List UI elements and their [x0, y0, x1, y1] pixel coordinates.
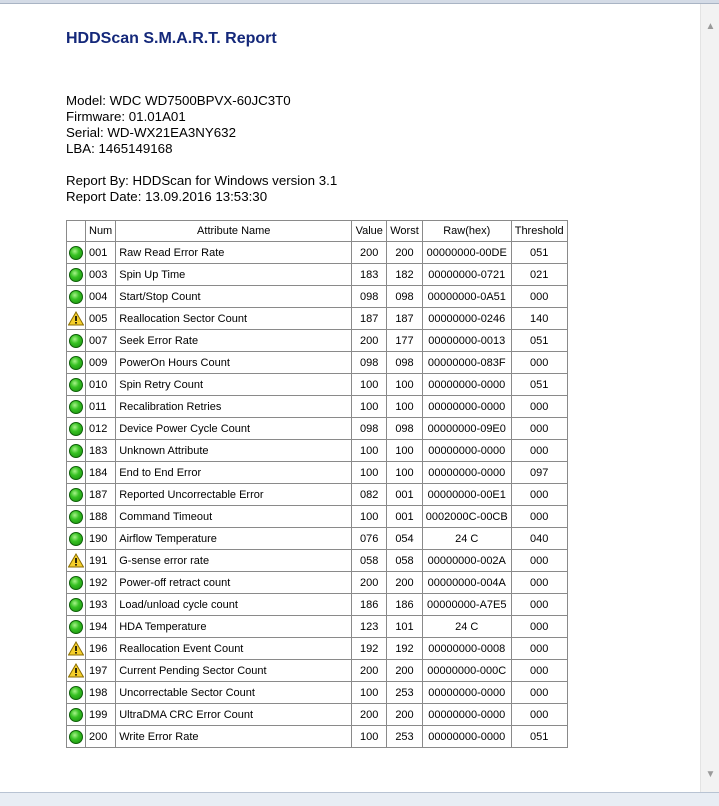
vertical-scrollbar[interactable]	[700, 4, 719, 792]
attr-name: Spin Up Time	[116, 264, 352, 286]
attr-raw: 00000000-00DE	[422, 242, 511, 264]
attr-name: Uncorrectable Sector Count	[116, 682, 352, 704]
table-row	[67, 660, 568, 682]
green-status-dot-icon	[69, 356, 83, 370]
attr-worst: 100	[387, 440, 423, 462]
green-status-dot-icon	[69, 422, 83, 436]
attr-worst: 177	[387, 330, 423, 352]
green-status-dot-icon	[69, 488, 83, 502]
status-cell	[67, 330, 86, 352]
attr-name: Device Power Cycle Count	[116, 418, 352, 440]
status-cell	[67, 264, 86, 286]
status-cell	[67, 462, 86, 484]
attr-name: G-sense error rate	[116, 550, 352, 572]
green-status-dot-icon	[69, 400, 83, 414]
attr-worst: 001	[387, 484, 423, 506]
attr-raw: 00000000-0A51	[422, 286, 511, 308]
serial-line: Serial: WD-WX21EA3NY632	[66, 125, 236, 140]
status-cell	[67, 242, 86, 264]
attr-raw: 00000000-004A	[422, 572, 511, 594]
attr-threshold: 000	[511, 418, 567, 440]
attr-threshold: 051	[511, 330, 567, 352]
attr-num: 196	[86, 638, 116, 660]
attr-value: 100	[352, 374, 387, 396]
smart-attributes-table	[66, 220, 568, 748]
status-cell	[67, 572, 86, 594]
green-status-dot-icon	[69, 290, 83, 304]
attr-value: 100	[352, 506, 387, 528]
green-status-dot-icon	[69, 510, 83, 524]
model-line: Model: WDC WD7500BPVX-60JC3T0	[66, 93, 291, 108]
attr-raw: 00000000-0000	[422, 374, 511, 396]
attr-worst: 098	[387, 418, 423, 440]
attr-name: Unknown Attribute	[116, 440, 352, 462]
attr-value: 058	[352, 550, 387, 572]
table-row	[67, 264, 568, 286]
attr-value: 200	[352, 660, 387, 682]
attr-threshold: 000	[511, 638, 567, 660]
attr-threshold: 000	[511, 484, 567, 506]
attr-worst: 098	[387, 352, 423, 374]
attr-raw: 00000000-0000	[422, 726, 511, 748]
attr-raw: 00000000-0246	[422, 308, 511, 330]
status-cell	[67, 660, 86, 682]
table-row	[67, 528, 568, 550]
attr-name: Load/unload cycle count	[116, 594, 352, 616]
status-cell	[67, 616, 86, 638]
table-row	[67, 572, 568, 594]
attr-threshold: 000	[511, 616, 567, 638]
attr-raw: 00000000-0000	[422, 396, 511, 418]
attr-value: 187	[352, 308, 387, 330]
attr-name: Spin Retry Count	[116, 374, 352, 396]
attr-value: 200	[352, 704, 387, 726]
attr-value: 098	[352, 418, 387, 440]
report-date-line: Report Date: 13.09.2016 13:53:30	[66, 189, 268, 204]
attr-threshold: 000	[511, 440, 567, 462]
table-row	[67, 286, 568, 308]
attr-num: 009	[86, 352, 116, 374]
attr-worst: 100	[387, 374, 423, 396]
green-status-dot-icon	[69, 708, 83, 722]
attr-name: Raw Read Error Rate	[116, 242, 352, 264]
status-cell	[67, 726, 86, 748]
table-row	[67, 616, 568, 638]
attr-worst: 200	[387, 242, 423, 264]
attr-worst: 187	[387, 308, 423, 330]
attr-threshold: 000	[511, 660, 567, 682]
attr-raw: 24 C	[422, 528, 511, 550]
attr-value: 200	[352, 330, 387, 352]
attr-raw: 00000000-0000	[422, 462, 511, 484]
attr-name: PowerOn Hours Count	[116, 352, 352, 374]
table-row	[67, 484, 568, 506]
status-cell	[67, 396, 86, 418]
status-cell	[67, 418, 86, 440]
attr-value: 098	[352, 352, 387, 374]
attr-value: 183	[352, 264, 387, 286]
status-cell	[67, 682, 86, 704]
status-cell	[67, 286, 86, 308]
attr-num: 197	[86, 660, 116, 682]
attr-num: 004	[86, 286, 116, 308]
table-row	[67, 242, 568, 264]
attr-value: 100	[352, 462, 387, 484]
warning-triangle-icon	[68, 663, 84, 678]
attr-threshold: 000	[511, 594, 567, 616]
green-status-dot-icon	[69, 686, 83, 700]
green-status-dot-icon	[69, 334, 83, 348]
table-row	[67, 638, 568, 660]
table-row	[67, 418, 568, 440]
attr-worst: 200	[387, 704, 423, 726]
attr-value: 186	[352, 594, 387, 616]
attr-num: 001	[86, 242, 116, 264]
header-value: Value	[352, 221, 387, 242]
attr-raw: 00000000-0008	[422, 638, 511, 660]
header-worst: Worst	[387, 221, 423, 242]
attr-value: 123	[352, 616, 387, 638]
header-threshold: Threshold	[511, 221, 567, 242]
table-row	[67, 506, 568, 528]
status-cell	[67, 550, 86, 572]
header-raw-hex: Raw(hex)	[422, 221, 511, 242]
scroll-down-arrow-icon[interactable]: ▼	[705, 769, 716, 780]
attr-raw: 00000000-09E0	[422, 418, 511, 440]
attr-raw: 0002000C-00CB	[422, 506, 511, 528]
attr-threshold: 097	[511, 462, 567, 484]
attr-name: Reported Uncorrectable Error	[116, 484, 352, 506]
attr-num: 188	[86, 506, 116, 528]
table-row	[67, 396, 568, 418]
attr-name: Seek Error Rate	[116, 330, 352, 352]
attr-num: 003	[86, 264, 116, 286]
attr-worst: 186	[387, 594, 423, 616]
green-status-dot-icon	[69, 246, 83, 260]
attr-threshold: 051	[511, 242, 567, 264]
attr-threshold: 051	[511, 726, 567, 748]
status-cell	[67, 484, 86, 506]
attr-name: UltraDMA CRC Error Count	[116, 704, 352, 726]
status-cell	[67, 308, 86, 330]
green-status-dot-icon	[69, 620, 83, 634]
attr-name: Power-off retract count	[116, 572, 352, 594]
attr-raw: 00000000-0000	[422, 704, 511, 726]
table-row	[67, 594, 568, 616]
attr-value: 200	[352, 572, 387, 594]
attr-threshold: 000	[511, 352, 567, 374]
attr-num: 198	[86, 682, 116, 704]
attr-num: 191	[86, 550, 116, 572]
attr-worst: 058	[387, 550, 423, 572]
window-bottom-edge	[0, 792, 719, 806]
window-top-edge	[0, 0, 719, 4]
attr-value: 200	[352, 242, 387, 264]
attr-num: 187	[86, 484, 116, 506]
attr-name: End to End Error	[116, 462, 352, 484]
attr-num: 183	[86, 440, 116, 462]
attr-name: Start/Stop Count	[116, 286, 352, 308]
attr-num: 192	[86, 572, 116, 594]
attr-num: 184	[86, 462, 116, 484]
status-cell	[67, 374, 86, 396]
attr-raw: 00000000-00E1	[422, 484, 511, 506]
attr-raw: 00000000-A7E5	[422, 594, 511, 616]
status-cell	[67, 704, 86, 726]
attr-name: Recalibration Retries	[116, 396, 352, 418]
attr-num: 012	[86, 418, 116, 440]
attr-worst: 182	[387, 264, 423, 286]
table-row	[67, 308, 568, 330]
attr-worst: 001	[387, 506, 423, 528]
status-cell	[67, 594, 86, 616]
green-status-dot-icon	[69, 576, 83, 590]
attr-num: 011	[86, 396, 116, 418]
attr-worst: 253	[387, 726, 423, 748]
table-row	[67, 374, 568, 396]
attr-raw: 00000000-0721	[422, 264, 511, 286]
attr-worst: 200	[387, 572, 423, 594]
attr-num: 200	[86, 726, 116, 748]
attr-worst: 101	[387, 616, 423, 638]
firmware-line: Firmware: 01.01A01	[66, 109, 186, 124]
attr-value: 100	[352, 440, 387, 462]
attr-name: Reallocation Sector Count	[116, 308, 352, 330]
green-status-dot-icon	[69, 730, 83, 744]
header-attribute-name: Attribute Name	[116, 221, 352, 242]
table-row	[67, 682, 568, 704]
attr-raw: 24 C	[422, 616, 511, 638]
table-header-row	[67, 221, 568, 242]
status-cell	[67, 528, 86, 550]
scroll-up-arrow-icon[interactable]: ▲	[705, 21, 716, 32]
green-status-dot-icon	[69, 532, 83, 546]
attr-raw: 00000000-000C	[422, 660, 511, 682]
status-cell	[67, 638, 86, 660]
report-title: HDDScan S.M.A.R.T. Report	[66, 30, 277, 47]
attr-threshold: 051	[511, 374, 567, 396]
table-row	[67, 462, 568, 484]
table-row	[67, 704, 568, 726]
attr-threshold: 000	[511, 396, 567, 418]
attr-num: 194	[86, 616, 116, 638]
attr-worst: 253	[387, 682, 423, 704]
attr-num: 010	[86, 374, 116, 396]
attr-value: 098	[352, 286, 387, 308]
attr-value: 192	[352, 638, 387, 660]
attr-name: Reallocation Event Count	[116, 638, 352, 660]
attr-raw: 00000000-0013	[422, 330, 511, 352]
attr-threshold: 000	[511, 550, 567, 572]
attr-worst: 192	[387, 638, 423, 660]
attr-raw: 00000000-0000	[422, 682, 511, 704]
attr-num: 193	[86, 594, 116, 616]
green-status-dot-icon	[69, 598, 83, 612]
report-by-line: Report By: HDDScan for Windows version 3.1	[66, 173, 338, 188]
attr-name: Current Pending Sector Count	[116, 660, 352, 682]
attr-value: 100	[352, 396, 387, 418]
table-row	[67, 726, 568, 748]
header-num: Num	[86, 221, 116, 242]
attr-raw: 00000000-0000	[422, 440, 511, 462]
status-cell	[67, 506, 86, 528]
attr-worst: 098	[387, 286, 423, 308]
attr-name: HDA Temperature	[116, 616, 352, 638]
attr-raw: 00000000-083F	[422, 352, 511, 374]
attr-threshold: 140	[511, 308, 567, 330]
attr-name: Airflow Temperature	[116, 528, 352, 550]
table-row	[67, 440, 568, 462]
attr-raw: 00000000-002A	[422, 550, 511, 572]
attr-worst: 100	[387, 462, 423, 484]
warning-triangle-icon	[68, 311, 84, 326]
attr-threshold: 000	[511, 572, 567, 594]
attr-value: 100	[352, 682, 387, 704]
attr-worst: 100	[387, 396, 423, 418]
attr-num: 199	[86, 704, 116, 726]
lba-line: LBA: 1465149168	[66, 141, 173, 156]
attr-threshold: 040	[511, 528, 567, 550]
status-cell	[67, 440, 86, 462]
attr-threshold: 000	[511, 506, 567, 528]
attr-value: 100	[352, 726, 387, 748]
attr-threshold: 000	[511, 286, 567, 308]
attr-threshold: 021	[511, 264, 567, 286]
header-status	[67, 221, 86, 242]
green-status-dot-icon	[69, 444, 83, 458]
green-status-dot-icon	[69, 466, 83, 480]
attr-num: 007	[86, 330, 116, 352]
attr-name: Write Error Rate	[116, 726, 352, 748]
green-status-dot-icon	[69, 378, 83, 392]
warning-triangle-icon	[68, 641, 84, 656]
attr-value: 082	[352, 484, 387, 506]
attr-worst: 200	[387, 660, 423, 682]
attr-threshold: 000	[511, 682, 567, 704]
attr-value: 076	[352, 528, 387, 550]
table-row	[67, 352, 568, 374]
attr-num: 005	[86, 308, 116, 330]
attr-name: Command Timeout	[116, 506, 352, 528]
attr-num: 190	[86, 528, 116, 550]
green-status-dot-icon	[69, 268, 83, 282]
table-row	[67, 550, 568, 572]
warning-triangle-icon	[68, 553, 84, 568]
attr-worst: 054	[387, 528, 423, 550]
table-row	[67, 330, 568, 352]
status-cell	[67, 352, 86, 374]
attr-threshold: 000	[511, 704, 567, 726]
